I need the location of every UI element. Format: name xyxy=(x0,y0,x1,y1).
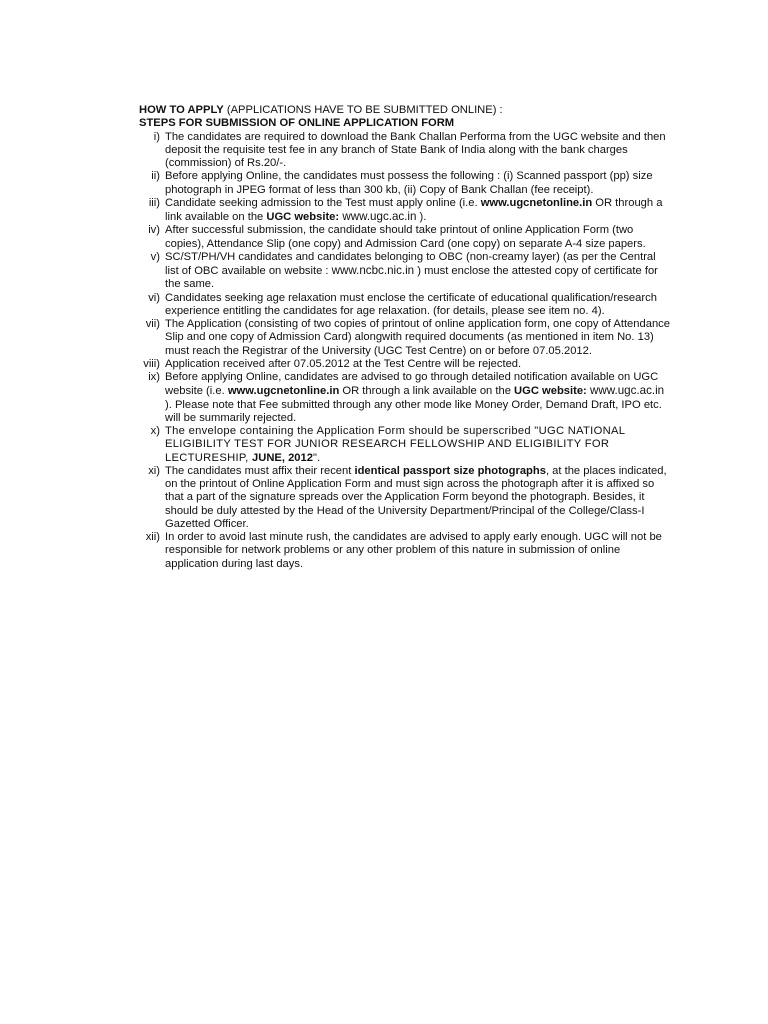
step-xi xyxy=(139,465,672,531)
step-iii xyxy=(139,197,672,225)
steps-list xyxy=(139,131,672,571)
step-number: xi) xyxy=(148,464,160,477)
step-text: In order to avoid last minute rush, the candidates are advised to apply early enough. UGC will not be responsible for network problems or any other problem of this nature in submission of online application during last days. xyxy=(165,531,662,570)
step-text xyxy=(165,465,672,531)
steps-title-text: STEPS FOR SUBMISSION OF ONLINE APPLICATION FORM xyxy=(139,117,455,130)
session-label: JUNE, 2012 xyxy=(252,451,313,464)
ugcnetonline-link: www.ugcnetonline.in xyxy=(227,385,340,398)
step-text: Candidates seeking age relaxation must enclose the certificate of educational qualification/research experience entitling the candidates for age relaxation. (for details, please see item no. 4). xyxy=(165,291,657,317)
step-text: The candidates are required to download the Bank Challan Performa from the UGC website and then deposit the requisite test fee in any branch of State Bank of India along with the bank charges (commission) of Rs.20/-. xyxy=(165,130,666,169)
document-body xyxy=(139,104,672,571)
ugc-website-label: UGC website: xyxy=(514,385,587,398)
step-text-pre: The candidates must affix their recent xyxy=(165,464,355,477)
photo-requirement: identical passport size photographs xyxy=(354,464,546,477)
step-v xyxy=(139,251,672,292)
step-text xyxy=(165,425,672,465)
ugc-website-link: www.ugc.ac.in xyxy=(339,210,417,223)
step-viii xyxy=(139,358,672,371)
step-text-pre: Before applying Online, candidates are advised to go through detailed notification available on UGC website (i.e. xyxy=(165,371,659,398)
step-text: The Application (consisting of two copies of printout of online application form, one copy of Attendance Slip and one copy of Admission Card) alongwith required documents (as mentioned in item No. 13) must reach the Registrar of the University (UGC Test Centre) on or before 07.05.2012. xyxy=(165,318,670,357)
step-text: After successful submission, the candidate should take printout of online Application Form (two copies), Attendance Slip (one copy) and Admission Card (one copy) on separate A-4 size papers. xyxy=(165,224,646,250)
step-vii xyxy=(139,318,672,358)
step-text-post: ) must enclose the attested copy of certificate for the same. xyxy=(165,265,658,291)
step-number: xii) xyxy=(145,531,160,543)
ncbc-website-link: www.ncbc.nic.in xyxy=(331,264,415,277)
steps-title xyxy=(139,117,672,130)
ugc-website-label: UGC website: xyxy=(266,211,340,223)
step-vi xyxy=(139,292,672,319)
step-number: x) xyxy=(150,425,160,437)
step-number: iii) xyxy=(148,196,160,209)
step-ix xyxy=(139,371,672,425)
step-number: vii) xyxy=(145,318,160,330)
step-iv xyxy=(139,224,672,251)
step-x xyxy=(139,425,672,465)
step-text-pre: SC/ST/PH/VH candidates and candidates belonging to OBC (non-creamy layer) (as per the Central list of OBC available on website : xyxy=(165,250,656,277)
how-to-apply-label: HOW TO APPLY xyxy=(139,104,224,116)
step-text-post: , at the places indicated, on the printout of Online Application Form and must sign across the photograph after it is affixed so that a part of the signature spreads over the Application Form beyond the photograph. Besides, it should be duly attested by the Head of the University Department/Principal of the College/Class-I Gazetted Officer. xyxy=(165,464,667,530)
step-number: iv) xyxy=(148,224,160,237)
step-text xyxy=(165,197,672,225)
step-number: i) xyxy=(153,130,160,143)
step-number: v) xyxy=(150,250,160,263)
step-text-mid: OR through a link available on the xyxy=(165,196,663,223)
step-text: Before applying Online, the candidates must possess the following : (i) Scanned passport (pp) size photograph in JPEG format of less than 300 kb, (ii) Copy of Bank Challan (fee receipt). xyxy=(165,170,653,196)
step-text xyxy=(165,371,672,425)
step-number: ii) xyxy=(151,170,160,183)
how-to-apply-heading xyxy=(139,104,672,117)
step-text-pre: The envelope containing the Application Form should be superscribed "UGC NATIONAL ELIGIBILITY TEST FOR JUNIOR RESEARCH FELLOWSHIP AND ELIGIBILITY FOR LECTURESHIP, xyxy=(165,425,625,464)
step-number: viii) xyxy=(143,357,160,370)
step-text: Application received after 07.05.2012 at the Test Centre will be rejected. xyxy=(165,357,522,370)
step-text-mid: OR through a link available on the xyxy=(339,385,515,398)
step-text-post: ). Please note that Fee submitted through any other mode like Money Order, Demand Draft, IPO etc. will be summarily rejected. xyxy=(165,398,662,424)
how-to-apply-note: (APPLICATIONS HAVE TO BE SUBMITTED ONLINE) : xyxy=(223,104,503,116)
step-xii xyxy=(139,531,672,571)
step-text xyxy=(165,251,672,292)
ugcnetonline-link: www.ugcnetonline.in xyxy=(480,196,593,209)
step-text-post: ". xyxy=(312,451,321,464)
step-ii xyxy=(139,170,672,197)
step-i xyxy=(139,131,672,171)
ugc-website-link: www.ugc.ac.in xyxy=(586,384,665,398)
step-text-pre: Candidate seeking admission to the Test must apply online (i.e. xyxy=(165,196,481,209)
step-number: ix) xyxy=(148,371,160,383)
step-number: vi) xyxy=(148,291,160,304)
step-text-post: ). xyxy=(416,211,427,223)
